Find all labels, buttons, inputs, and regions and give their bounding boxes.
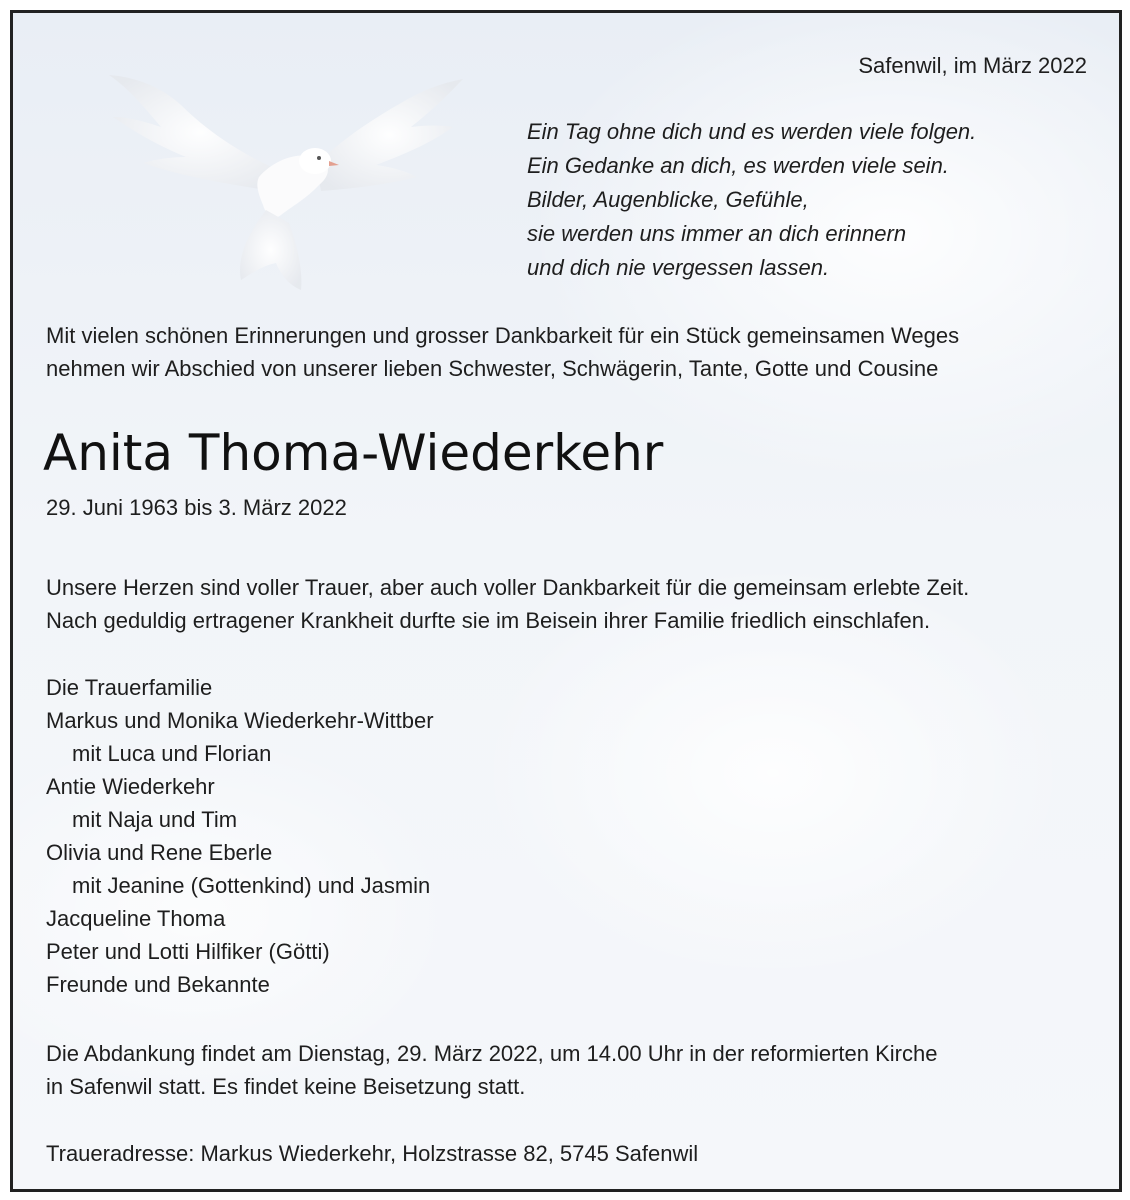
service-line: Die Abdankung findet am Dienstag, 29. März 2022, um 14.00 Uhr in der reformierten Kirche — [46, 1041, 938, 1066]
poem-line: Bilder, Augenblicke, Gefühle, — [527, 187, 809, 212]
intro-line: nehmen wir Abschied von unserer lieben Schwester, Schwägerin, Tante, Gotte und Cousine — [46, 356, 939, 381]
intro-line: Mit vielen schönen Erinnerungen und grosser Dankbarkeit für ein Stück gemeinsamen Weges — [46, 323, 960, 348]
family-heading: Die Trauerfamilie — [46, 675, 213, 700]
life-dates: 29. Juni 1963 bis 3. März 2022 — [46, 495, 347, 520]
message-line: Nach geduldig ertragener Krankheit durfte sie im Beisein ihrer Familie friedlich einschlafen. — [46, 608, 931, 633]
family-member: Markus und Monika Wiederkehr-Wittber — [46, 708, 434, 733]
poem-line: Ein Tag ohne dich und es werden viele folgen. — [527, 119, 977, 144]
deceased-name: Anita Thoma-Wiederkehr — [43, 424, 664, 482]
mourning-address: Traueradresse: Markus Wiederkehr, Holzstrasse 82, 5745 Safenwil — [46, 1141, 699, 1166]
family-member-children: mit Naja und Tim — [72, 807, 238, 832]
poem-line: Ein Gedanke an dich, es werden viele sein. — [527, 153, 949, 178]
poem-line: sie werden uns immer an dich erinnern — [527, 221, 907, 246]
family-member: Olivia und Rene Eberle — [46, 840, 273, 865]
family-member-children: mit Luca und Florian — [72, 741, 272, 766]
family-member-children: mit Jeanine (Gottenkind) und Jasmin — [72, 873, 431, 898]
family-member: Peter und Lotti Hilfiker (Götti) — [46, 939, 330, 964]
service-line: in Safenwil statt. Es findet keine Beisetzung statt. — [46, 1074, 526, 1099]
family-member: Freunde und Bekannte — [46, 972, 270, 997]
message-text — [46, 571, 969, 637]
poem-line: und dich nie vergessen lassen. — [527, 255, 830, 280]
poem — [527, 115, 976, 285]
obituary-notice — [10, 10, 1122, 1192]
place-date: Safenwil, im März 2022 — [858, 53, 1087, 78]
family-member: Antie Wiederkehr — [46, 774, 215, 799]
dove-icon — [91, 65, 471, 295]
family-member: Jacqueline Thoma — [46, 906, 226, 931]
intro-text — [46, 319, 959, 385]
family-list — [46, 671, 434, 1001]
service-info — [46, 1037, 937, 1103]
message-line: Unsere Herzen sind voller Trauer, aber auch voller Dankbarkeit für die gemeinsam erlebte Zeit. — [46, 575, 970, 600]
